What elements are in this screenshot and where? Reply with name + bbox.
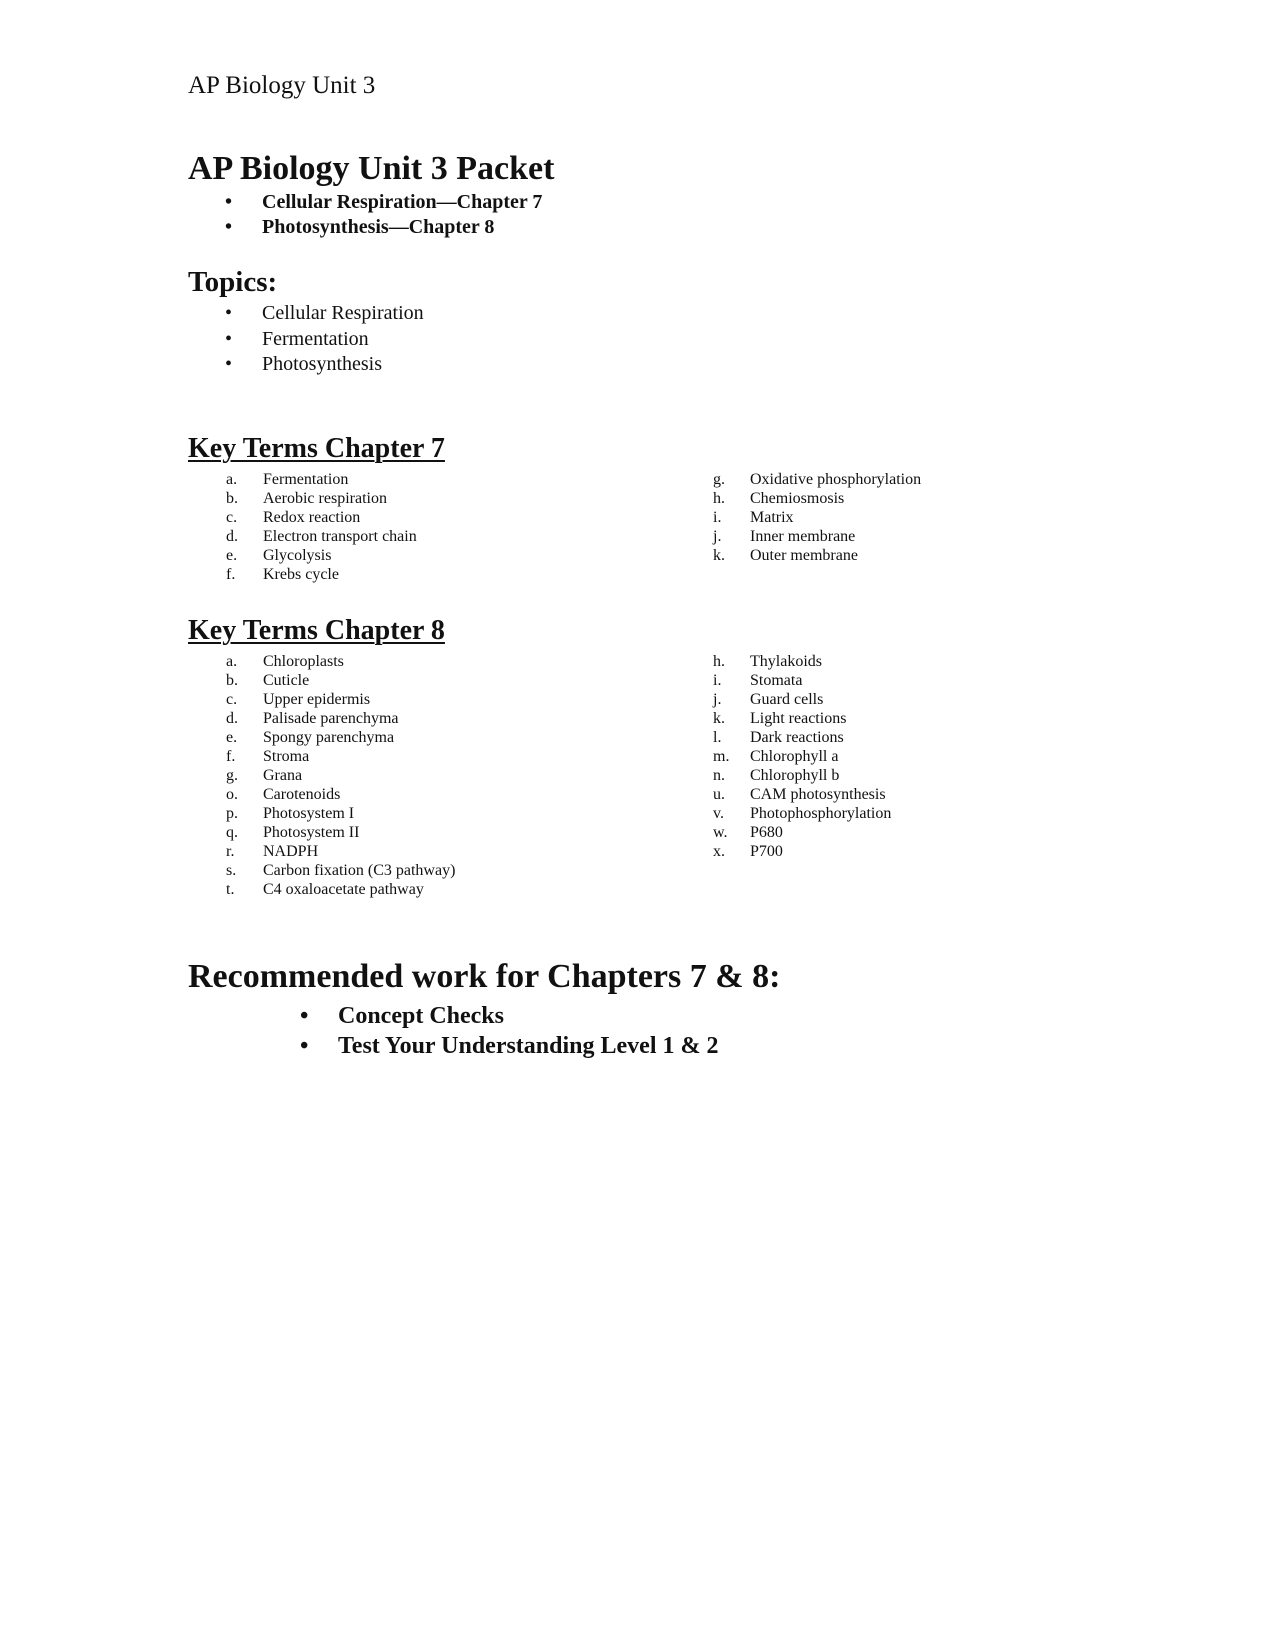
term-label: Matrix bbox=[750, 509, 794, 526]
term-label: Chloroplasts bbox=[263, 653, 344, 670]
term-marker: k. bbox=[713, 710, 725, 727]
recommended-work-heading: Recommended work for Chapters 7 & 8: bbox=[188, 958, 781, 995]
term-marker: l. bbox=[713, 729, 722, 746]
term-label: Palisade parenchyma bbox=[263, 710, 399, 727]
term-label: Krebs cycle bbox=[263, 566, 339, 583]
term-item bbox=[226, 489, 417, 508]
term-label: Guard cells bbox=[750, 691, 824, 708]
term-marker: f. bbox=[226, 748, 236, 765]
term-marker: g. bbox=[713, 471, 725, 488]
term-marker: k. bbox=[713, 547, 725, 564]
term-marker: s. bbox=[226, 862, 237, 879]
term-item bbox=[713, 690, 891, 709]
term-marker: f. bbox=[226, 566, 236, 583]
term-label: Photophosphorylation bbox=[750, 805, 892, 822]
term-item bbox=[713, 671, 891, 690]
term-label: NADPH bbox=[263, 843, 319, 860]
key-terms-chapter-7-heading: Key Terms Chapter 7 bbox=[188, 433, 445, 464]
term-label: Outer membrane bbox=[750, 547, 858, 564]
term-label: Oxidative phosphorylation bbox=[750, 471, 922, 488]
term-label: P680 bbox=[750, 824, 783, 841]
term-marker: b. bbox=[226, 490, 238, 507]
bullet-icon: • bbox=[225, 302, 233, 324]
chapter-list bbox=[188, 190, 542, 240]
term-item bbox=[226, 728, 455, 747]
term-marker: h. bbox=[713, 490, 725, 507]
term-item bbox=[713, 508, 921, 527]
term-marker: c. bbox=[226, 509, 238, 526]
term-item bbox=[226, 508, 417, 527]
bullet-icon: • bbox=[300, 1003, 309, 1029]
bullet-icon: • bbox=[225, 191, 233, 213]
term-marker: b. bbox=[226, 672, 238, 689]
term-item bbox=[226, 527, 417, 546]
key-terms-7-right-column bbox=[713, 470, 921, 565]
term-item bbox=[226, 842, 455, 861]
term-label: Thylakoids bbox=[750, 653, 822, 670]
term-label: Chemiosmosis bbox=[750, 490, 845, 507]
term-label: C4 oxaloacetate pathway bbox=[263, 881, 424, 898]
term-item bbox=[226, 880, 455, 899]
list-item: • Photosynthesis—Chapter 8 bbox=[225, 216, 495, 238]
term-item bbox=[226, 709, 455, 728]
term-item bbox=[226, 766, 455, 785]
term-label: Glycolysis bbox=[263, 547, 332, 564]
term-item bbox=[226, 804, 455, 823]
term-label: Upper epidermis bbox=[263, 691, 371, 708]
term-marker: m. bbox=[713, 748, 730, 765]
page-title: AP Biology Unit 3 Packet bbox=[188, 150, 555, 187]
key-terms-chapter-8-heading: Key Terms Chapter 8 bbox=[188, 615, 445, 646]
term-item bbox=[713, 652, 891, 671]
term-item bbox=[713, 470, 921, 489]
term-item bbox=[226, 470, 417, 489]
term-marker: t. bbox=[226, 881, 235, 898]
term-label: Chlorophyll b bbox=[750, 767, 840, 784]
term-label: Chlorophyll a bbox=[750, 748, 839, 765]
term-label: Photosystem II bbox=[263, 824, 360, 841]
bullet-icon: • bbox=[225, 353, 233, 375]
term-item bbox=[226, 546, 417, 565]
term-marker: o. bbox=[226, 786, 238, 803]
bullet-icon: • bbox=[225, 216, 233, 238]
key-terms-8-right-column bbox=[713, 652, 891, 861]
term-item bbox=[713, 527, 921, 546]
term-label: Dark reactions bbox=[750, 729, 844, 746]
term-item bbox=[226, 747, 455, 766]
topics-heading: Topics: bbox=[188, 266, 278, 298]
list-item: • Cellular Respiration bbox=[188, 301, 424, 327]
term-label: Cuticle bbox=[263, 672, 310, 689]
list-item: • Test Your Understanding Level 1 & 2 bbox=[300, 1033, 719, 1059]
term-marker: e. bbox=[226, 547, 238, 564]
bullet-icon: • bbox=[300, 1033, 309, 1059]
term-item bbox=[226, 785, 455, 804]
term-marker: a. bbox=[226, 653, 238, 670]
term-label: Stomata bbox=[750, 672, 803, 689]
recommended-work-list bbox=[300, 1001, 718, 1061]
term-item bbox=[713, 728, 891, 747]
term-marker: w. bbox=[713, 824, 728, 841]
term-label: Aerobic respiration bbox=[263, 490, 387, 507]
term-marker: i. bbox=[713, 509, 722, 526]
term-label: Carotenoids bbox=[263, 786, 341, 803]
term-marker: c. bbox=[226, 691, 238, 708]
term-label: Redox reaction bbox=[263, 509, 361, 526]
term-item bbox=[713, 489, 921, 508]
term-marker: d. bbox=[226, 528, 238, 545]
term-item bbox=[713, 842, 891, 861]
term-item bbox=[713, 747, 891, 766]
term-marker: h. bbox=[713, 653, 725, 670]
term-marker: j. bbox=[713, 528, 722, 545]
term-item bbox=[713, 804, 891, 823]
key-terms-7-left-column bbox=[226, 470, 417, 584]
term-item bbox=[226, 565, 417, 584]
term-label: P700 bbox=[750, 843, 783, 860]
term-item bbox=[713, 546, 921, 565]
term-label: Electron transport chain bbox=[263, 528, 417, 545]
term-item bbox=[713, 709, 891, 728]
list-item: • Concept Checks bbox=[300, 1003, 504, 1029]
term-label: Stroma bbox=[263, 748, 310, 765]
term-marker: u. bbox=[713, 786, 725, 803]
term-item bbox=[713, 785, 891, 804]
term-label: Photosystem I bbox=[263, 805, 355, 822]
term-marker: n. bbox=[713, 767, 725, 784]
term-marker: e. bbox=[226, 729, 238, 746]
term-label: Grana bbox=[263, 767, 303, 784]
key-terms-8-left-column bbox=[226, 652, 455, 899]
term-item bbox=[713, 766, 891, 785]
list-item: • Cellular Respiration—Chapter 7 bbox=[225, 191, 543, 213]
term-marker: r. bbox=[226, 843, 235, 860]
bullet-icon: • bbox=[225, 327, 233, 350]
list-item: • Fermentation bbox=[188, 327, 424, 353]
list-item: • Photosynthesis bbox=[188, 352, 424, 378]
term-marker: d. bbox=[226, 710, 238, 727]
term-item bbox=[226, 823, 455, 842]
term-label: Spongy parenchyma bbox=[263, 729, 395, 746]
topics-list bbox=[188, 301, 424, 378]
term-marker: j. bbox=[713, 691, 722, 708]
term-item bbox=[226, 690, 455, 709]
page-header: AP Biology Unit 3 bbox=[188, 72, 376, 99]
term-label: Fermentation bbox=[263, 471, 349, 488]
term-item bbox=[226, 861, 455, 880]
term-marker: a. bbox=[226, 471, 238, 488]
term-marker: p. bbox=[226, 805, 238, 822]
term-item bbox=[713, 823, 891, 842]
term-label: Inner membrane bbox=[750, 528, 856, 545]
term-marker: v. bbox=[713, 805, 724, 822]
term-item bbox=[226, 671, 455, 690]
term-marker: x. bbox=[713, 843, 725, 860]
term-label: Carbon fixation (C3 pathway) bbox=[263, 862, 456, 879]
term-item bbox=[226, 652, 455, 671]
term-label: Light reactions bbox=[750, 710, 847, 727]
term-marker: g. bbox=[226, 767, 238, 784]
term-marker: i. bbox=[713, 672, 722, 689]
term-marker: q. bbox=[226, 824, 238, 841]
term-label: CAM photosynthesis bbox=[750, 786, 886, 803]
